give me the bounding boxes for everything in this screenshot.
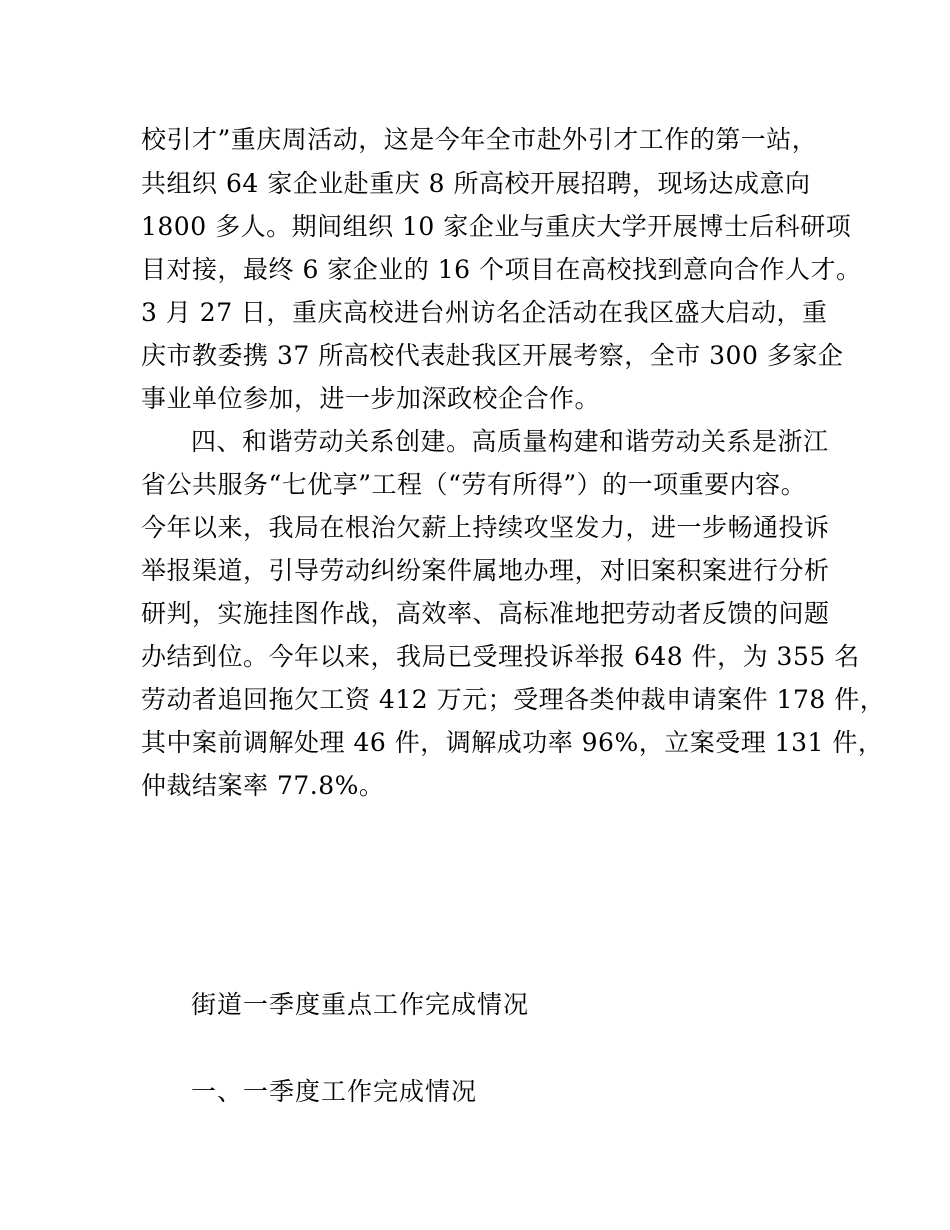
body-line-16: 仲裁结案率 77.8%。	[141, 771, 385, 800]
paragraph-four-start: 四、和谐劳动关系创建。高质量构建和谐劳动关系是浙江	[191, 427, 829, 456]
body-line-14: 劳动者追回拖欠工资 412 万元；受理各类仲裁申请案件 178 件，	[141, 685, 886, 714]
body-line-7: 事业单位参加，进一步加深政校企合作。	[141, 384, 601, 413]
body-line-1: 校引才”重庆周活动，这是今年全市赴外引才工作的第一站，	[141, 125, 818, 154]
body-line-10: 今年以来，我局在根治欠薪上持续攻坚发力，进一步畅通投诉	[141, 513, 830, 542]
body-line-4: 目对接，最终 6 家企业的 16 个项目在高校找到意向合作人才。	[141, 255, 862, 284]
body-line-2: 共组织 64 家企业赴重庆 8 所高校开展招聘，现场达成意向	[141, 169, 811, 198]
body-line-5: 3 月 27 日，重庆高校进台州访名企活动在我区盛大启动，重	[141, 298, 828, 327]
body-line-12: 研判，实施挂图作战，高效率、高标准地把劳动者反馈的问题	[141, 599, 830, 628]
body-line-13: 办结到位。今年以来，我局已受理投诉举报 648 件，为 355 名	[141, 642, 860, 671]
body-line-9: 省公共服务“七优享”工程（“劳有所得”）的一项重要内容。	[141, 470, 807, 499]
section-title: 街道一季度重点工作完成情况	[191, 990, 530, 1019]
body-line-3: 1800 多人。期间组织 10 家企业与重庆大学开展博士后科研项	[141, 212, 852, 241]
body-line-6: 庆市教委携 37 所高校代表赴我区开展考察，全市 300 多家企	[141, 341, 844, 370]
subsection-title: 一、一季度工作完成情况	[191, 1077, 478, 1106]
body-line-11: 举报渠道，引导劳动纠纷案件属地办理，对旧案积案进行分析	[141, 556, 830, 585]
body-line-15: 其中案前调解处理 46 件，调解成功率 96%，立案受理 131 件，	[141, 728, 884, 757]
